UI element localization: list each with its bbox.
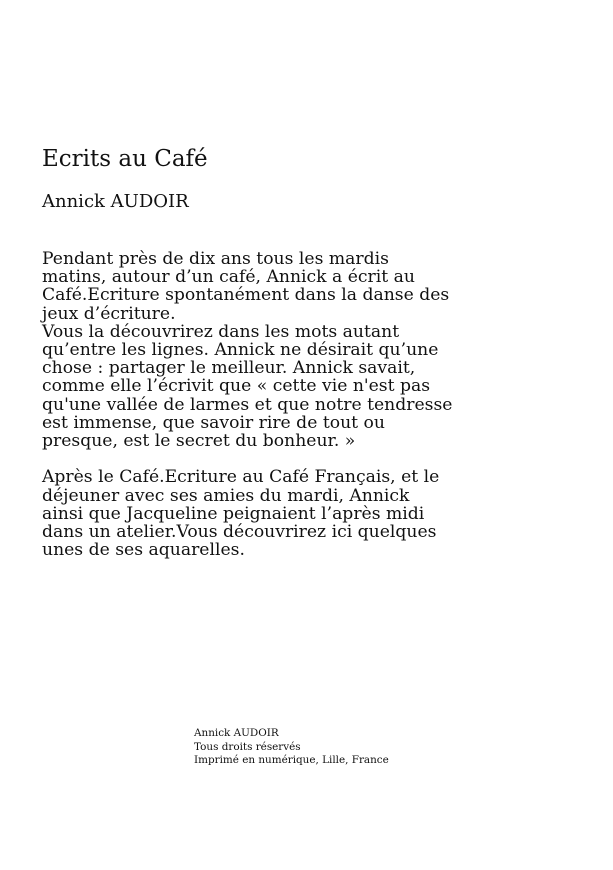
page-title: Ecrits au Café xyxy=(42,146,208,172)
text-line: Après le Café.Ecriture au Café Français, et le xyxy=(42,467,440,488)
text-line: comme elle l’écrivit que « cette vie n'est pas xyxy=(42,376,431,397)
text-line: Pendant près de dix ans tous les mardis xyxy=(42,249,389,269)
text-line: unes de ses aquarelles. xyxy=(42,540,245,561)
text-line: ainsi que Jacqueline peignaient l’après midi xyxy=(42,503,425,524)
text-line: Vous la découvrirez dans les mots autant xyxy=(42,321,400,342)
colophon-rights: Tous droits réservés xyxy=(194,740,301,753)
text-line: dans un atelier.Vous découvrirez ici quelques xyxy=(42,522,437,543)
text-line: Café.Ecriture spontanément dans la danse des xyxy=(42,285,450,306)
text-line: déjeuner avec ses amies du mardi, Annick xyxy=(42,485,410,506)
colophon xyxy=(194,727,389,768)
text-line: qu'une vallée de larmes et que notre tendresse xyxy=(42,394,453,415)
text-line: presque, est le secret du bonheur. » xyxy=(42,431,356,452)
author-name: Annick AUDOIR xyxy=(42,191,189,212)
text-line: chose : partager le meilleur. Annick savait, xyxy=(42,358,416,379)
colophon-printed: Imprimé en numérique, Lille, France xyxy=(194,754,389,767)
body-text xyxy=(42,250,582,559)
text-line: matins, autour d’un café, Annick a écrit au xyxy=(42,267,415,288)
text-line: jeux d’écriture. xyxy=(42,303,176,324)
paragraph-gap xyxy=(42,450,582,468)
text-line: est immense, que savoir rire de tout ou xyxy=(42,412,385,433)
paragraph-1 xyxy=(42,250,582,450)
colophon-author: Annick AUDOIR xyxy=(194,727,279,739)
text-line: qu’entre les lignes. Annick ne désirait qu’une xyxy=(42,340,439,361)
paragraph-2 xyxy=(42,468,582,559)
